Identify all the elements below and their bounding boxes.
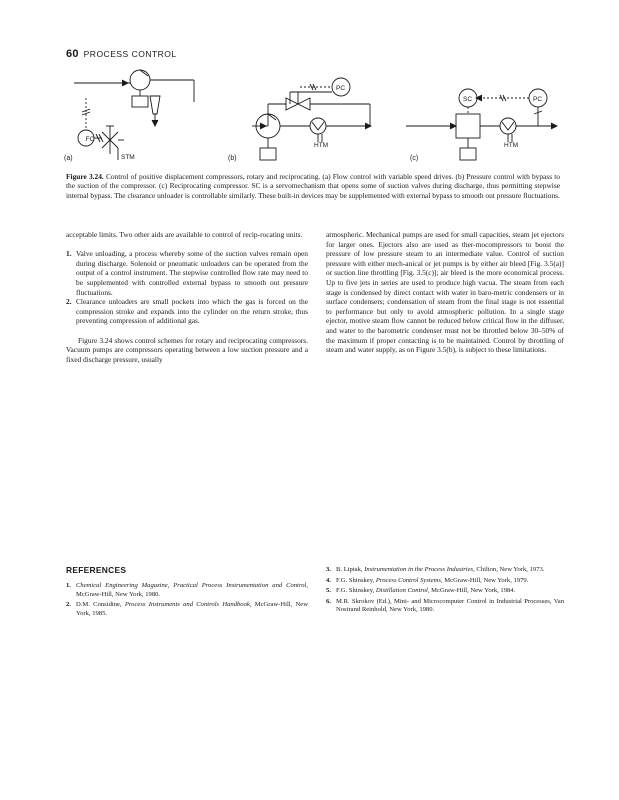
- figure-3-24: [60, 62, 570, 166]
- compressor-control-diagram: [60, 62, 570, 166]
- chapter-title: PROCESS CONTROL: [83, 49, 177, 59]
- list-text: Clearance unloaders are small pockets into which the gas is forced on the compression stroke and expands into the cylinder on the return stroke, thus preventing compression of additional gas.: [76, 297, 308, 326]
- caption-text: Control of positive displacement compressors, rotary and reciprocating. (a) Flow control with variable speed drives. (b) Pressure control with bypass to the suction of the compressor. (c) Reciprocating compressor. SC is a servomechanism that opens some of suction valves during discharge, thus permitting stepwise internal bypass. The clearance unloader is controllable similarly. These built-in devices may be supplemented with external bypass to smooth out pressure fluctuations.: [66, 172, 560, 200]
- reference-rest: McGraw-Hill, New York, 1984.: [429, 587, 516, 595]
- reference-authors: M.R. Skrokov (Ed.), Mini- and Microcomputer Control in Industrial Processes, Van Nostrand Reinhold, New York, 1980.: [336, 597, 564, 614]
- reference-number: 5.: [326, 587, 331, 595]
- list-item: [66, 297, 308, 326]
- reference-item: [326, 577, 564, 586]
- reference-item: [326, 566, 564, 575]
- htm-label-b: HTM: [314, 142, 329, 149]
- page-number: 60: [66, 48, 79, 60]
- sc-label: SC: [463, 96, 473, 103]
- left-intro: acceptable limits. Two other aids are available to control of recip-rocating units.: [66, 230, 303, 239]
- left-column: [66, 230, 308, 374]
- reference-number: 2.: [66, 601, 71, 609]
- running-head: [66, 44, 177, 62]
- list-text: Valve unloading, a process whereby some of the suction valves remain open during discharge. Solenoid or pneumatic unloaders can be operated from the output of a control instrument. The stepwise controlled flow rate may need to be supplemented with controlled external bypass to smooth out pressure fluctuations.: [76, 249, 308, 297]
- panel-c-diagram: [406, 89, 557, 162]
- pc-label-b: PC: [336, 85, 346, 92]
- panel-label-a: (a): [64, 155, 73, 162]
- right-column: [326, 230, 564, 364]
- references-left: [66, 582, 308, 620]
- list-number: 1.: [66, 249, 72, 259]
- stm-label: STM: [121, 154, 135, 161]
- right-paragraph: atmospheric. Mechanical pumps are used for small capacities, steam jet ejectors for larger ones. Ejectors also are used as ther-mocompressors to boost the pressure of low pressure steam to an intermediate value. Control of suction pressure with either mech-anical or jet pumps is by either air bleed [Fig. 3.5(a)] or suction line throttling [Fig. 3.5(c)]; air bleed is the more economical process. Up to five jets in series are used to produce high vacua. The steam from each stage is condensed by direct contact with water in baro-metric condensers or in surface condensers; condensation of steam from the final stage is not essential to performance but only to avoid atmospheric pollution. In a single stage ejector, motive steam flow cannot be reduced below critical flow in the diffuser, and water to the barometric condenser must not be throttled below 30–50% of the maximum if proper contacting is to be maintained. Control by throttling of steam and water supply, as on Figure 3.5(b), is subject to these limitations.: [326, 230, 564, 355]
- list-item: [66, 249, 308, 297]
- reference-item: [66, 601, 308, 618]
- panel-label-c: (c): [410, 155, 419, 162]
- reference-rest: McGraw-Hill, New York, 1985.: [76, 601, 308, 617]
- caption-label: Figure 3.24.: [66, 172, 104, 181]
- references-heading: REFERENCES: [66, 565, 127, 575]
- reference-rest: McGraw-Hill, New York, 1980.: [76, 590, 161, 598]
- reference-number: 6.: [326, 597, 331, 605]
- fc-label: FC: [85, 136, 95, 143]
- reference-authors: F.G. Shinskey,: [336, 576, 376, 584]
- reference-title: Distillation Control,: [375, 587, 430, 595]
- reference-rest: Chilton, New York, 1973.: [474, 566, 545, 573]
- reference-item: [326, 587, 564, 596]
- list-number: 2.: [66, 297, 72, 307]
- panel-a-diagram: [64, 70, 194, 162]
- panel-b-diagram: [228, 78, 371, 162]
- reference-item: [326, 598, 564, 615]
- reference-rest: McGraw-Hill, New York, 1979.: [442, 576, 529, 584]
- reference-number: 1.: [66, 582, 71, 589]
- reference-number: 4.: [326, 576, 331, 584]
- pc-label-c: PC: [533, 96, 543, 103]
- reference-authors: D.M. Considine,: [76, 601, 125, 609]
- reference-authors: F.G. Shinskey,: [336, 587, 376, 595]
- reference-title: Process Instruments and Controls Handbook,: [124, 601, 252, 609]
- htm-label-c: HTM: [504, 142, 519, 149]
- reference-number: 3.: [326, 566, 331, 573]
- reference-authors: B. Liptak,: [336, 566, 365, 573]
- panel-label-b: (b): [228, 155, 237, 162]
- reference-item: [66, 582, 308, 599]
- left-paragraph: Figure 3.24 shows control schemes for rotary and reciprocating compressors. Vacuum pumps are compressors operating between a low suction pressure and a fixed discharge pressure, usually: [66, 335, 308, 364]
- reference-title: Chemical Engineering Magazine, Practical Process Instrumentation and Control,: [76, 582, 308, 589]
- figure-caption: [66, 172, 560, 200]
- reference-title: Process Control Systems,: [375, 576, 443, 584]
- reference-title: Instrumentation in the Process Industries,: [364, 566, 475, 573]
- references-right: [326, 566, 564, 617]
